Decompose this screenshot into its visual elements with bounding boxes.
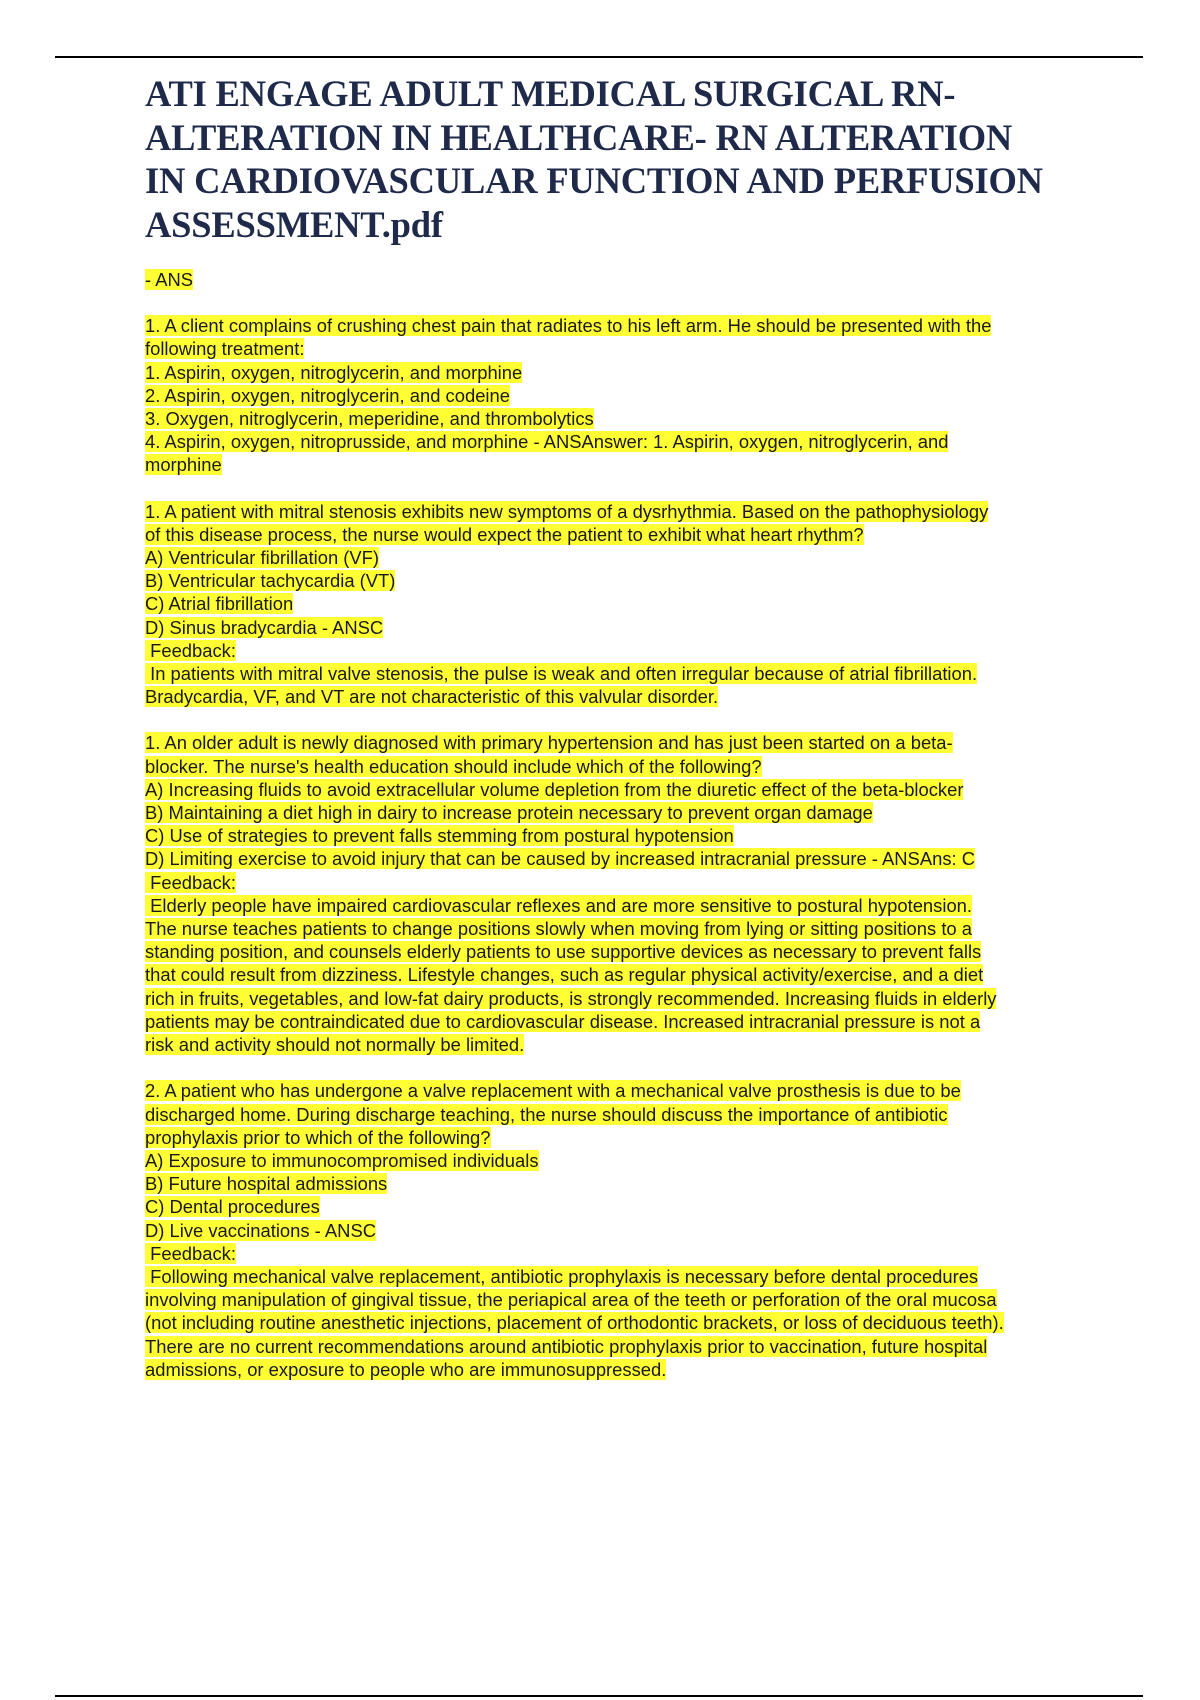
- text-line: [145, 407, 1105, 430]
- highlighted-text: A) Exposure to immunocompromised individuals: [145, 1149, 539, 1171]
- bottom-rule: [55, 1695, 1143, 1697]
- text-line: [145, 847, 1105, 870]
- highlighted-text: involving manipulation of gingival tissue, the periapical area of the teeth or perforation of the oral mucosa: [145, 1289, 997, 1311]
- highlighted-text: 1. A client complains of crushing chest pain that radiates to his left arm. He should be presented with the: [145, 315, 992, 337]
- text-line: [145, 662, 1105, 685]
- text-line: [145, 1265, 1105, 1288]
- text-line: [145, 731, 1105, 754]
- text-line: [145, 1010, 1105, 1033]
- text-line: [145, 361, 1105, 384]
- highlighted-text: C) Atrial fibrillation: [145, 593, 294, 615]
- text-line: [145, 824, 1105, 847]
- text-line: [145, 314, 1105, 337]
- text-line: [145, 940, 1105, 963]
- text-line: [145, 268, 1105, 291]
- highlighted-text: discharged home. During discharge teaching, the nurse should discuss the importance of antibiotic: [145, 1103, 948, 1125]
- text-line: [145, 546, 1105, 569]
- highlighted-text: 3. Oxygen, nitroglycerin, meperidine, and thrombolytics: [145, 408, 594, 430]
- highlighted-text: B) Maintaining a diet high in dairy to increase protein necessary to prevent organ damage: [145, 802, 873, 824]
- text-line: [145, 894, 1105, 917]
- highlighted-text: 1. An older adult is newly diagnosed with primary hypertension and has just been started on a beta-: [145, 732, 953, 754]
- highlighted-text: B) Future hospital admissions: [145, 1173, 388, 1195]
- text-line: [145, 801, 1105, 824]
- highlighted-text: blocker. The nurse's health education should include which of the following?: [145, 755, 762, 777]
- text-line: [145, 337, 1105, 360]
- highlighted-text: A) Ventricular fibrillation (VF): [145, 547, 380, 569]
- highlighted-text: following treatment:: [145, 338, 305, 360]
- question-block: [145, 314, 1105, 476]
- highlighted-text: morphine: [145, 454, 222, 476]
- highlighted-text: C) Use of strategies to prevent falls stemming from postural hypotension: [145, 825, 734, 847]
- highlighted-text: D) Sinus bradycardia - ANSC: [145, 616, 384, 638]
- highlighted-text: C) Dental procedures: [145, 1196, 320, 1218]
- highlighted-text: admissions, or exposure to people who are immunosuppressed.: [145, 1358, 667, 1380]
- top-rule: [55, 56, 1143, 58]
- text-line: [145, 569, 1105, 592]
- text-line: [145, 778, 1105, 801]
- highlighted-text: Feedback:: [145, 1242, 236, 1264]
- text-line: [145, 685, 1105, 708]
- highlighted-text: In patients with mitral valve stenosis, the pulse is weak and often irregular because of atrial fibrillation.: [145, 663, 978, 685]
- text-line: [145, 616, 1105, 639]
- title-line: ALTERATION IN HEALTHCARE- RN ALTERATION: [145, 116, 1013, 158]
- highlighted-text: Feedback:: [145, 871, 236, 893]
- text-line: [145, 500, 1105, 523]
- highlighted-text: Elderly people have impaired cardiovascular reflexes and are more sensitive to postural hypotension.: [145, 894, 973, 916]
- highlighted-text: Bradycardia, VF, and VT are not characteristic of this valvular disorder.: [145, 686, 719, 708]
- question-block: [145, 500, 1105, 709]
- highlighted-text: risk and activity should not normally be limited.: [145, 1034, 525, 1056]
- highlighted-text: (not including routine anesthetic injections, placement of orthodontic brackets, or loss of deciduous teeth).: [145, 1312, 1004, 1334]
- highlighted-text: 1. A patient with mitral stenosis exhibits new symptoms of a dysrhythmia. Based on the pathophysiology: [145, 500, 989, 522]
- text-line: [145, 987, 1105, 1010]
- text-line: [145, 1172, 1105, 1195]
- text-line: [145, 1311, 1105, 1334]
- highlighted-text: A) Increasing fluids to avoid extracellular volume depletion from the diuretic effect of the beta-blocker: [145, 778, 964, 800]
- question-block: [145, 731, 1105, 1056]
- question-block: [145, 268, 1105, 291]
- highlighted-text: Following mechanical valve replacement, antibiotic prophylaxis is necessary before dental procedures: [145, 1265, 979, 1287]
- text-line: [145, 1219, 1105, 1242]
- title-line: IN CARDIOVASCULAR FUNCTION AND PERFUSION: [145, 160, 1043, 201]
- text-line: [145, 1126, 1105, 1149]
- highlighted-text: The nurse teaches patients to change positions slowly when moving from lying or sitting positions to a: [145, 918, 972, 940]
- text-line: [145, 1079, 1105, 1102]
- text-line: [145, 1335, 1105, 1358]
- text-line: [145, 1242, 1105, 1265]
- text-line: [145, 1103, 1105, 1126]
- highlighted-text: prophylaxis prior to which of the following?: [145, 1126, 491, 1148]
- highlighted-text: There are no current recommendations around antibiotic prophylaxis prior to vaccination, future hospital: [145, 1335, 988, 1357]
- highlighted-text: 1. Aspirin, oxygen, nitroglycerin, and morphine: [145, 361, 523, 383]
- text-line: [145, 523, 1105, 546]
- text-line: [145, 1033, 1105, 1056]
- text-line: [145, 639, 1105, 662]
- document-title: [145, 72, 1105, 246]
- text-line: [145, 917, 1105, 940]
- text-line: [145, 384, 1105, 407]
- highlighted-text: - ANS: [145, 269, 194, 290]
- text-line: [145, 871, 1105, 894]
- highlighted-text: B) Ventricular tachycardia (VT): [145, 570, 396, 592]
- highlighted-text: 4. Aspirin, oxygen, nitroprusside, and morphine - ANSAnswer: 1. Aspirin, oxygen, nitroglycerin, and: [145, 431, 949, 453]
- title-line: ATI ENGAGE ADULT MEDICAL SURGICAL RN-: [145, 73, 956, 114]
- highlighted-text: 2. Aspirin, oxygen, nitroglycerin, and codeine: [145, 384, 510, 406]
- highlighted-text: rich in fruits, vegetables, and low-fat dairy products, is strongly recommended. Increasing fluids in elderly: [145, 987, 997, 1009]
- text-line: [145, 453, 1105, 476]
- text-line: [145, 1195, 1105, 1218]
- highlighted-text: D) Live vaccinations - ANSC: [145, 1219, 376, 1241]
- text-line: [145, 1358, 1105, 1381]
- text-line: [145, 430, 1105, 453]
- question-block: [145, 1079, 1105, 1381]
- document-body: [145, 268, 1105, 1381]
- text-line: [145, 963, 1105, 986]
- highlighted-text: that could result from dizziness. Lifestyle changes, such as regular physical activity/exercise, and a diet: [145, 964, 984, 986]
- text-line: [145, 592, 1105, 615]
- text-line: [145, 755, 1105, 778]
- highlighted-text: 2. A patient who has undergone a valve replacement with a mechanical valve prosthesis is due to be: [145, 1080, 961, 1102]
- text-line: [145, 1288, 1105, 1311]
- document-page: [145, 72, 1105, 1404]
- highlighted-text: patients may be contraindicated due to cardiovascular disease. Increased intracranial pressure is not a: [145, 1010, 981, 1032]
- text-line: [145, 1149, 1105, 1172]
- highlighted-text: standing position, and counsels elderly patients to use supportive devices as necessary to prevent falls: [145, 941, 982, 963]
- highlighted-text: of this disease process, the nurse would expect the patient to exhibit what heart rhythm?: [145, 523, 864, 545]
- highlighted-text: Feedback:: [145, 639, 236, 661]
- title-line: ASSESSMENT.pdf: [145, 203, 443, 245]
- highlighted-text: D) Limiting exercise to avoid injury that can be caused by increased intracranial pressure - ANSAns: C: [145, 848, 976, 870]
